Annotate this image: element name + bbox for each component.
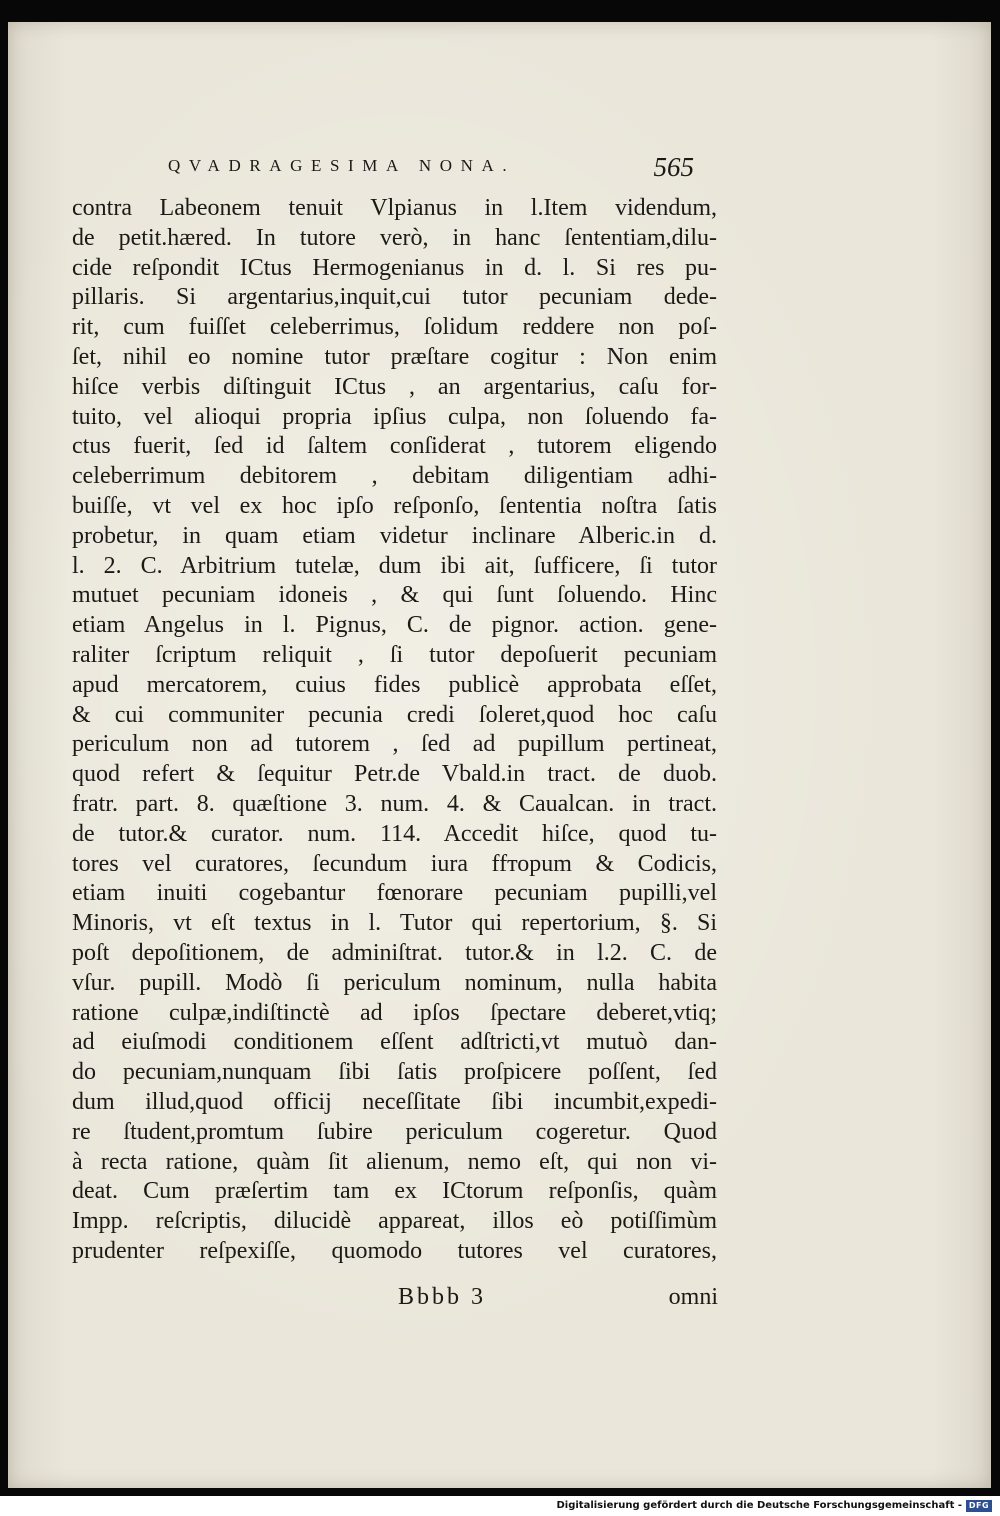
text-line: pillaris. Si argentarius,inquit,cui tutor pecuniam dede- (72, 284, 717, 311)
text-line: tores vel curatores, ſecundum iura ffторum & Codicis, (72, 850, 717, 877)
credit-bar (0, 1496, 1000, 1516)
text-line: rit, cum fuiſſet celeberrimus, ſolidum reddere non poſ- (72, 314, 717, 341)
text-line: ctus fuerit, ſed id ſaltem conſiderat , tutorem eligendo (72, 433, 717, 460)
text-line: probetur, in quam etiam videtur inclinare Alberic.in d. (72, 522, 717, 549)
body-text (72, 194, 717, 1267)
text-line: quod refert & ſequitur Petr.de Vbald.in tract. de duob. (72, 761, 717, 788)
text-line: à recta ratione, quàm ſit alienum, nemo eſt, qui non vi- (72, 1148, 717, 1175)
text-line: ſet, nihil eo nomine tutor præſtare cogitur : Non enim (72, 343, 717, 370)
book-page (8, 22, 991, 1488)
text-line: prudenter reſpexiſſe, quomodo tutores vel curatores, (72, 1237, 717, 1264)
text-line: buiſſe, vt vel ex hoc ipſo reſponſo, ſententia noſtra ſatis (72, 492, 717, 519)
text-line: celeberrimum debitorem , debitam diligentiam adhi- (72, 463, 717, 490)
dfg-logo: DFG (966, 1500, 992, 1512)
text-line: cide reſpondit ICtus Hermogenianus in d. l. Si res pu- (72, 254, 717, 281)
running-title: QVADRAGESIMA NONA. (168, 156, 516, 175)
text-line: l. 2. C. Arbitrium tutelæ, dum ibi ait, ſufficere, ſi tutor (72, 552, 717, 579)
catchword: omni (668, 1284, 718, 1310)
text-line: mutuet pecuniam idoneis , & qui ſunt ſoluendo. Hinc (72, 582, 717, 609)
text-line: raliter ſcriptum reliquit , ſi tutor depoſuerit pecuniam (72, 641, 717, 668)
text-line: apud mercatorem, cuius fides publicè approbata eſſet, (72, 671, 717, 698)
page-number: 565 (653, 152, 694, 182)
text-line: deat. Cum præſertim tam ex ICtorum reſponſis, quàm (72, 1178, 717, 1205)
text-line: tuito, vel alioqui propria ipſius culpa, non ſoluendo fa- (72, 403, 717, 430)
page-footer (398, 1284, 718, 1316)
text-line: ad eiuſmodi conditionem eſſent adſtricti,vt mutuò dan- (72, 1029, 717, 1056)
text-line: do pecuniam,nunquam ſibi ſatis proſpicere poſſent, ſed (72, 1059, 717, 1086)
text-line: ratione culpæ,indiſtinctè ad ipſos ſpectare deberet,vtiq; (72, 999, 717, 1026)
text-line: etiam Angelus in l. Pignus, C. de pignor. action. gene- (72, 612, 717, 639)
text-line: & cui communiter pecunia credi ſoleret,quod hoc caſu (72, 701, 717, 728)
text-line: vſur. pupill. Modò ſi periculum nominum, nulla habita (72, 969, 717, 996)
text-line: poſt depoſitionem, de adminiſtrat. tutor.& in l.2. C. de (72, 939, 717, 966)
text-line: etiam inuiti cogebantur fœnorare pecuniam pupilli,vel (72, 880, 717, 907)
text-line: re ſtudent,promtum ſubire periculum cogeretur. Quod (72, 1118, 717, 1145)
text-line: Minoris, vt eſt textus in l. Tutor qui repertorium, §. Si (72, 910, 717, 937)
signature-mark: Bbbb 3 (398, 1284, 487, 1310)
text-line: de tutor.& curator. num. 114. Accedit hiſce, quod tu- (72, 820, 717, 847)
text-line: de petit.hæred. In tutore verò, in hanc ſententiam,dilu- (72, 224, 717, 251)
funding-credit: Digitalisierung gefördert durch die Deutsche Forschungsgemeinschaft - (556, 1500, 962, 1511)
text-line: Impp. reſcriptis, dilucidè appareat, illos eò potiſſimùm (72, 1208, 717, 1235)
text-line: contra Labeonem tenuit Vlpianus in l.Item videndum, (72, 195, 717, 221)
text-line: periculum non ad tutorem , ſed ad pupillum pertineat, (72, 731, 717, 758)
text-line: hiſce verbis diſtinguit ICtus , an argentarius, caſu for- (72, 373, 717, 400)
text-line: dum illud,quod officij neceſſitate ſibi incumbit,expedi- (72, 1088, 717, 1115)
running-head (168, 152, 708, 182)
text-line: fratr. part. 8. quæſtione 3. num. 4. & Caualcan. in tract. (72, 790, 717, 817)
